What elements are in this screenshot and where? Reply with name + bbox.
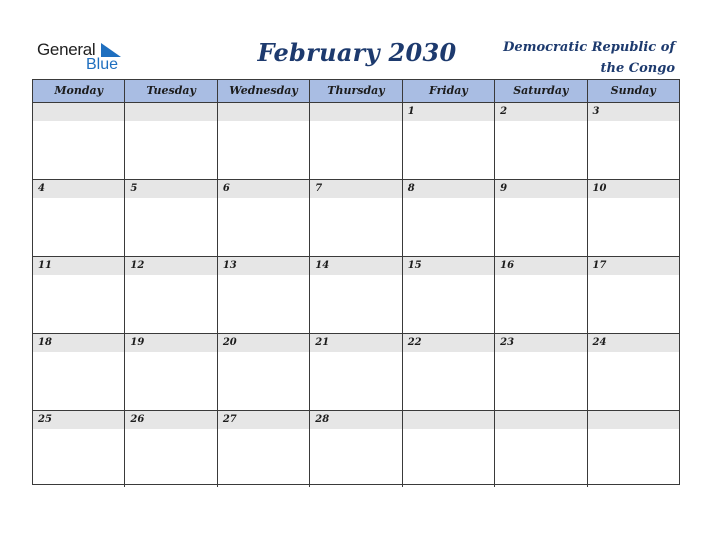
day-number: 18 [38, 337, 52, 348]
day-number: 28 [315, 414, 330, 425]
weekday-friday: Friday [403, 80, 495, 102]
weekday-monday: Monday [33, 80, 125, 102]
day-number: 20 [222, 337, 237, 348]
day-cell [33, 180, 125, 256]
day-number: 4 [38, 183, 45, 194]
day-cell [33, 257, 125, 333]
brand-name-general: General [37, 40, 96, 59]
day-number: 24 [592, 337, 607, 348]
page-title: February 2030 [257, 38, 457, 67]
day-cell [588, 103, 679, 179]
day-cell [588, 411, 679, 487]
day-number: 23 [500, 337, 515, 348]
day-cell [125, 103, 217, 179]
day-number: 1 [407, 106, 415, 117]
day-number: 12 [130, 260, 145, 271]
day-number: 22 [407, 337, 422, 348]
country-name [475, 37, 675, 79]
day-cell [495, 411, 587, 487]
day-number: 3 [592, 106, 600, 117]
day-cell [310, 257, 402, 333]
day-number: 19 [130, 337, 145, 348]
brand-flag-icon [101, 43, 121, 57]
day-number: 25 [38, 414, 52, 425]
day-number: 16 [500, 260, 515, 271]
day-cell [33, 411, 125, 487]
brand-name-blue: Blue [86, 56, 119, 73]
day-cell [588, 257, 679, 333]
day-number: 6 [222, 183, 230, 194]
day-cell [310, 180, 402, 256]
brand-logo [37, 40, 127, 74]
calendar-grid [32, 79, 680, 485]
weekday-thursday: Thursday [310, 80, 402, 102]
weekday-tuesday: Tuesday [125, 80, 217, 102]
day-number: 27 [222, 414, 237, 425]
week-row [33, 411, 679, 487]
weekday-header-row [33, 80, 679, 103]
day-number: 26 [130, 414, 145, 425]
week-row [33, 103, 679, 180]
day-cell [218, 411, 310, 487]
country-line-1: Democratic Republic of [503, 40, 675, 55]
weekday-wednesday: Wednesday [218, 80, 310, 102]
day-cell [403, 411, 495, 487]
day-cell [218, 103, 310, 179]
week-row [33, 334, 679, 411]
day-cell [218, 257, 310, 333]
day-cell [33, 334, 125, 410]
weekday-saturday: Saturday [495, 80, 587, 102]
day-cell [33, 103, 125, 179]
day-cell [495, 103, 587, 179]
day-cell [588, 180, 679, 256]
day-cell [495, 257, 587, 333]
day-cell [310, 411, 402, 487]
day-cell [403, 334, 495, 410]
day-number: 21 [315, 337, 330, 348]
day-number: 14 [315, 260, 330, 271]
day-cell [125, 180, 217, 256]
day-number: 5 [130, 183, 138, 194]
day-cell [218, 334, 310, 410]
day-cell [495, 334, 587, 410]
country-line-2: the Congo [600, 61, 675, 76]
day-number: 10 [592, 183, 607, 194]
weekday-sunday: Sunday [610, 84, 656, 97]
day-cell [218, 180, 310, 256]
day-number: 7 [315, 183, 323, 194]
day-cell [403, 180, 495, 256]
day-number: 2 [500, 106, 508, 117]
day-number: 13 [222, 260, 237, 271]
day-cell [125, 334, 217, 410]
week-row [33, 257, 679, 334]
day-cell [588, 334, 679, 410]
day-cell [495, 180, 587, 256]
day-number: 8 [407, 183, 415, 194]
day-cell [403, 257, 495, 333]
day-number: 17 [592, 260, 607, 271]
day-cell [125, 411, 217, 487]
day-number: 15 [407, 260, 422, 271]
day-number: 11 [38, 260, 52, 271]
day-cell [403, 103, 495, 179]
week-row [33, 180, 679, 257]
day-number: 9 [500, 183, 508, 194]
day-cell [310, 103, 402, 179]
day-cell [310, 334, 402, 410]
day-cell [125, 257, 217, 333]
